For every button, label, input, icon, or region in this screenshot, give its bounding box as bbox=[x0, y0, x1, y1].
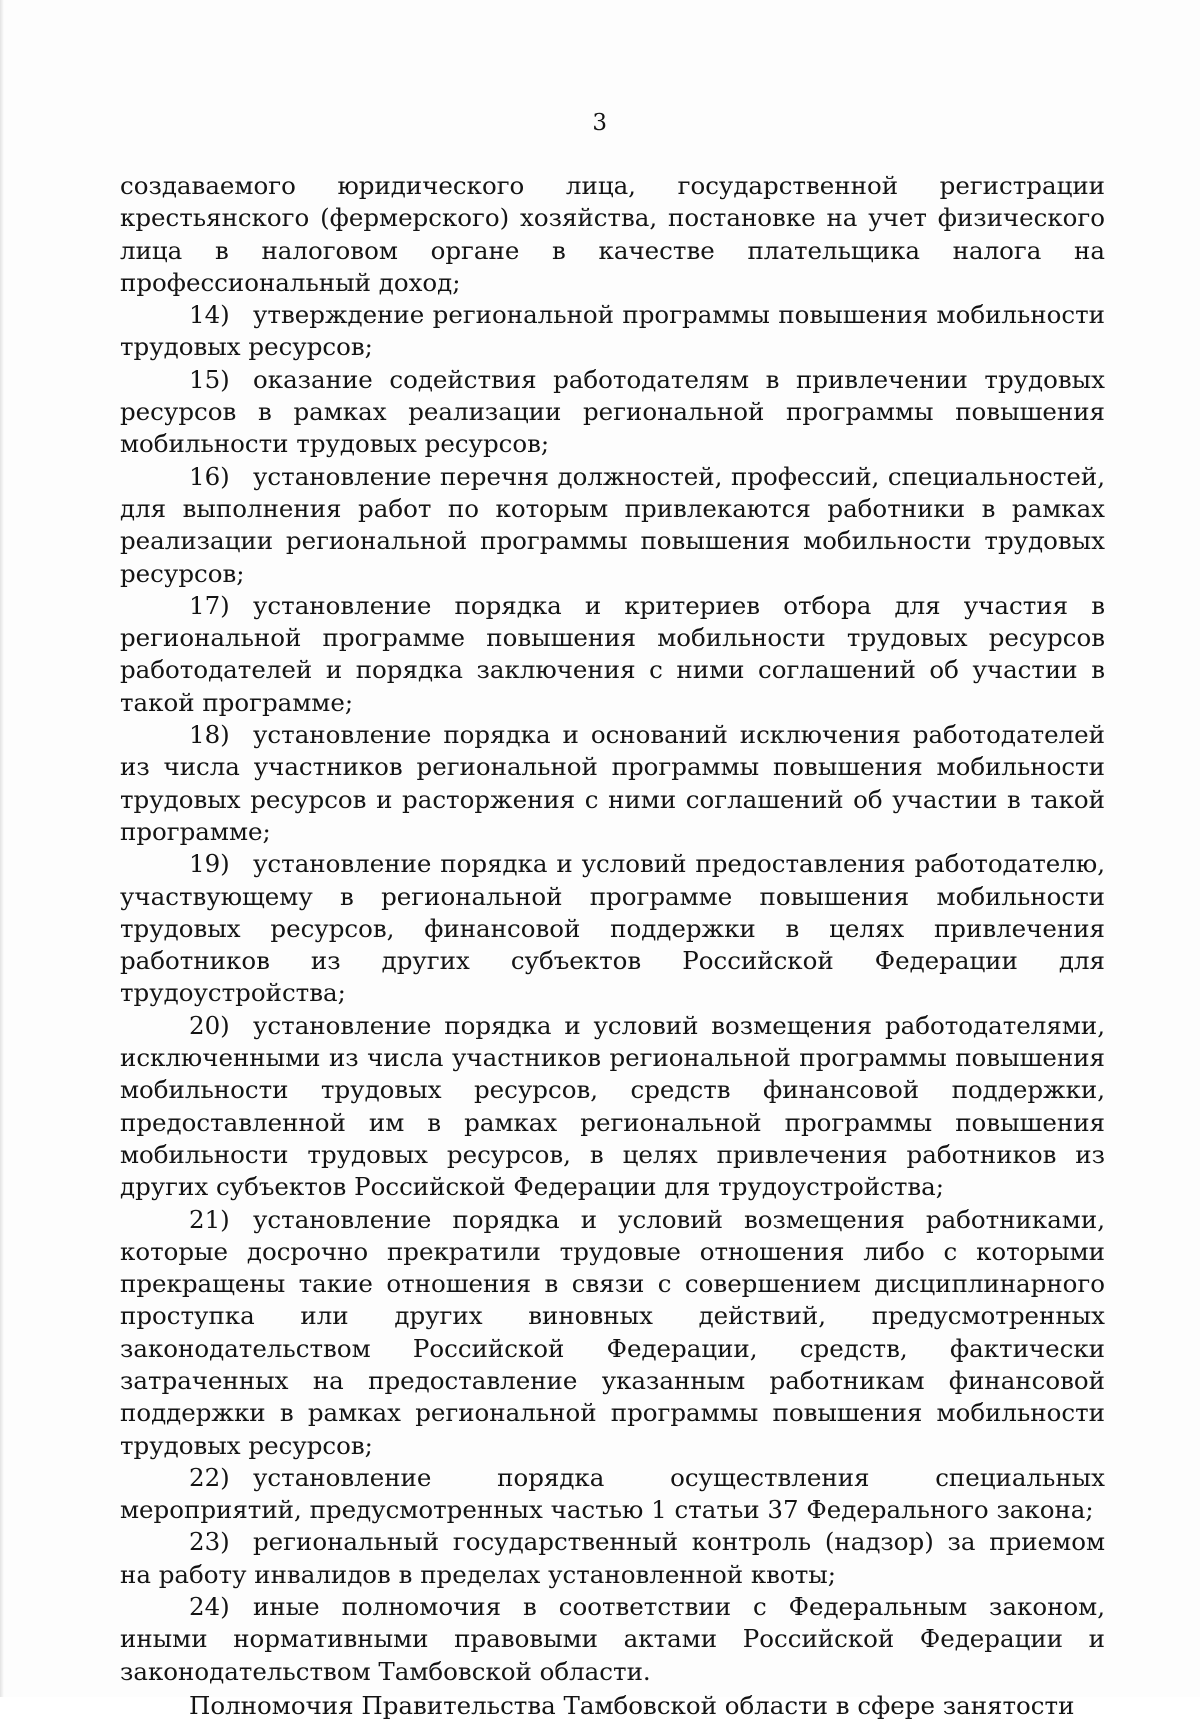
item-number: 15) bbox=[189, 364, 230, 394]
item-text: утверждение региональной программы повышения мобильности трудовых ресурсов; bbox=[120, 300, 1105, 362]
closing-paragraph: Полномочия Правительства Тамбовской области в сфере занятости bbox=[189, 1690, 1075, 1720]
item-text: установление порядка и условий возмещения работниками, которые досрочно прекратили трудовые отношения либо с которыми прекращены такие отношения в связи с совершением дисциплинарного проступка или других виновных действий, предусмотренных законодательством Российской Федерации, средств, фактически затраченных на предоставление указанным работникам финансовой поддержки в рамках региональной программы повышения мобильности трудовых ресурсов; bbox=[120, 1204, 1105, 1460]
list-item bbox=[120, 590, 1105, 719]
list-item bbox=[120, 1526, 1105, 1591]
page-number: 3 bbox=[592, 110, 608, 136]
item-number: 22) bbox=[189, 1462, 230, 1492]
list-item bbox=[120, 461, 1105, 590]
list-item bbox=[120, 1591, 1105, 1688]
item-number: 14) bbox=[189, 300, 230, 330]
item-number: 19) bbox=[189, 849, 230, 879]
item-text: региональный государственный контроль (надзор) за приемом на работу инвалидов в пределах установленной квоты; bbox=[120, 1527, 1105, 1589]
list-item bbox=[120, 1010, 1105, 1204]
item-number: 21) bbox=[189, 1204, 230, 1234]
item-text: установление порядка и оснований исключения работодателей из числа участников региональной программы повышения мобильности трудовых ресурсов и расторжения с ними соглашений об участии в такой программе; bbox=[120, 720, 1105, 846]
item-text: установление порядка и условий возмещения работодателями, исключенными из числа участников региональной программы повышения мобильности трудовых ресурсов, средств финансовой поддержки, предоставленной им в рамках региональной программы повышения мобильности трудовых ресурсов, в целях привлечения работников из других субъектов Российской Федерации для трудоустройства; bbox=[120, 1010, 1105, 1202]
item-number: 20) bbox=[189, 1010, 230, 1040]
list-item bbox=[120, 1204, 1105, 1462]
item-number: 23) bbox=[189, 1527, 230, 1557]
list-item bbox=[120, 719, 1105, 848]
list-item bbox=[120, 1462, 1105, 1527]
item-text: оказание содействия работодателям в привлечении трудовых ресурсов в рамках реализации региональной программы повышения мобильности трудовых ресурсов; bbox=[120, 364, 1105, 459]
list-item bbox=[120, 299, 1105, 364]
list-item bbox=[120, 848, 1105, 1009]
item-text: установление порядка и условий предоставления работодателю, участвующему в региональной программе повышения мобильности трудовых ресурсов, финансовой поддержки в целях привлечения работников из других субъектов Российской Федерации для трудоустройства; bbox=[120, 849, 1105, 1008]
intro-paragraph: создаваемого юридического лица, государственной регистрации крестьянского (фермерского) хозяйства, постановке на учет физического лица в налоговом органе в качестве плательщика налога на профессиональный доход; bbox=[120, 171, 1105, 297]
item-text: установление порядка осуществления специальных мероприятий, предусмотренных частью 1 статьи 37 Федерального закона; bbox=[120, 1462, 1105, 1525]
scan-edge-shadow bbox=[0, 0, 4, 1697]
item-number: 18) bbox=[189, 720, 230, 750]
item-text: установление порядка и критериев отбора для участия в региональной программе повышения мобильности трудовых ресурсов работодателей и порядка заключения с ними соглашений об участии в такой программе; bbox=[120, 590, 1105, 717]
item-text: установление перечня должностей, профессий, специальностей, для выполнения работ по которым привлекаются работники в рамках реализации региональной программы повышения мобильности трудовых ресурсов; bbox=[120, 461, 1105, 588]
item-number: 17) bbox=[189, 590, 230, 620]
item-number: 16) bbox=[189, 461, 230, 491]
item-text: иные полномочия в соответствии с Федеральным законом, иными нормативными правовыми актами Российской Федерации и законодательством Тамбовской области. bbox=[120, 1592, 1105, 1686]
list-item bbox=[120, 364, 1105, 461]
item-number: 24) bbox=[189, 1592, 230, 1622]
document-body bbox=[120, 170, 1105, 1722]
